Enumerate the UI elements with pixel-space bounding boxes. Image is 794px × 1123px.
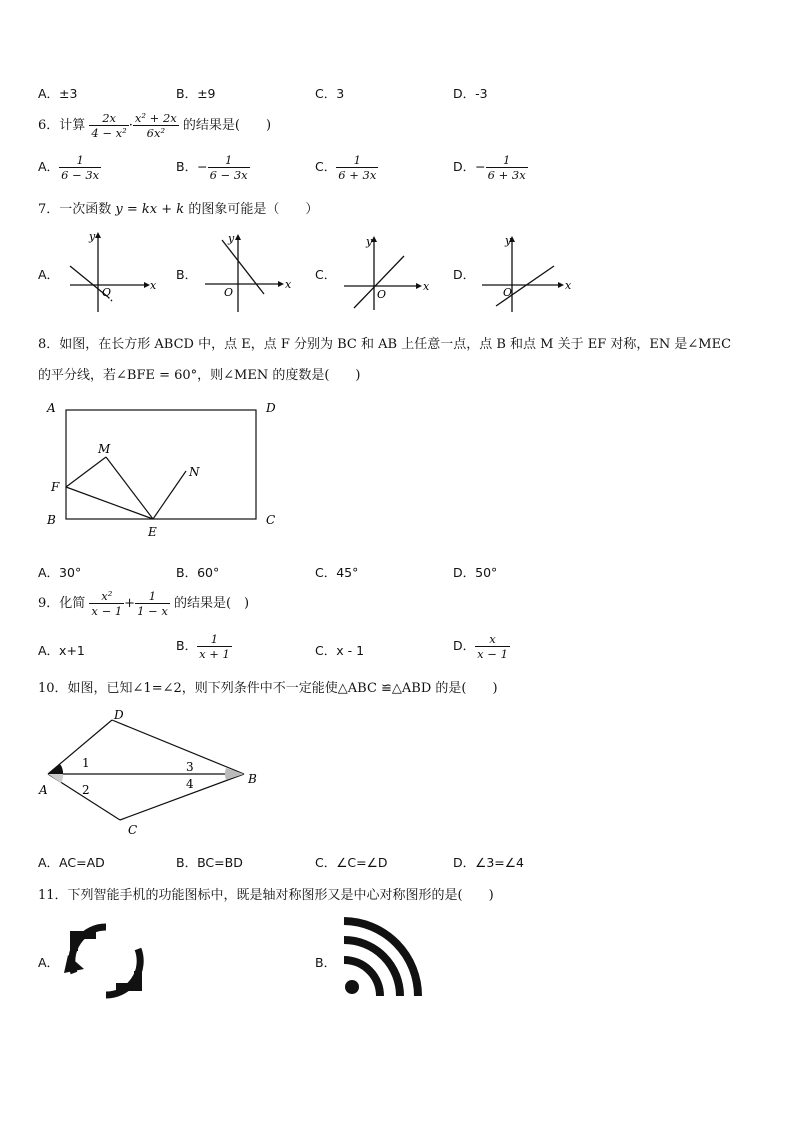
question-11: 11．下列智能手机的功能图标中，既是轴对称图形又是中心对称图形的是( ) (38, 888, 494, 903)
q7-option-c-label: C． (315, 267, 337, 282)
q7-option-a-label: A． (38, 267, 60, 282)
question-8-line-1: 8．如图，在长方形 ABCD 中，点 E，点 F 分别为 BC 和 AB 上任意一点，点 B 和点 M 关于 EF 对称，EN 是∠MEC (38, 337, 732, 352)
q9-option-c: C．x - 1 (315, 643, 365, 658)
q10-option-c: C．∠C=∠D (315, 855, 388, 870)
q10-angle-2: 2 (82, 783, 90, 797)
q8-label-d: D (266, 401, 276, 415)
q10-label-c: C (128, 823, 138, 837)
q9-fraction-2: $\frac{1}{1 - x}$ (137, 589, 168, 618)
q10-label-a: A (39, 783, 48, 797)
q7-option-d-label: D． (453, 267, 476, 282)
question-9 (38, 589, 249, 618)
q10-angle-4: 4 (186, 777, 194, 791)
q10-angle-1: 1 (82, 756, 90, 770)
q7b-origin: O (224, 286, 234, 299)
q8-option-b: B．60° (176, 565, 220, 580)
q10-label-d: D (114, 708, 124, 722)
q7-stem-post: 的图象可能是（ ） (188, 202, 319, 217)
q5-option-b: B．±9 (176, 86, 216, 101)
q7-stem-pre: 7．一次函数 (38, 202, 112, 217)
q9-option-d: D． $\frac{x}{x - 1}$ (453, 632, 508, 661)
q7-graph-a (62, 228, 162, 318)
q7a-y-label: y (89, 230, 96, 243)
question-10: 10．如图，已知∠1=∠2，则下列条件中不一定能使△ABC ≌△ABD 的是( ) (38, 681, 498, 696)
q8-label-f: F (51, 480, 60, 494)
q10-option-d: D．∠3=∠4 (453, 855, 524, 870)
q8-label-e: E (148, 525, 157, 539)
q7-graph-c (340, 228, 440, 318)
q7-graph-d (478, 228, 578, 318)
q10-option-b: B．BC=BD (176, 855, 243, 870)
q5-option-c: C．3 (315, 86, 345, 101)
q9-option-b: B． $\frac{1}{x + 1}$ (176, 632, 230, 661)
q6-fraction-1: $\frac{2x}{\text{4 − x²}}$ (91, 111, 127, 140)
q5-option-a: A．±3 (38, 86, 78, 101)
q6-fraction-2: $\frac{\text{x² + 2x}}{\text{6x²}}$ (134, 111, 177, 140)
q7a-x-label: x (150, 279, 157, 292)
q7-option-b-label: B． (176, 267, 198, 282)
q7b-y-label: y (228, 232, 235, 245)
q7-formula: y = kx + k (115, 202, 185, 217)
q7d-x-label: x (565, 279, 572, 292)
q9-stem-pre: 9．化简 (38, 596, 86, 611)
q7d-origin: O (503, 286, 513, 299)
q8-label-a: A (47, 401, 56, 415)
q6-stem-pre: 6．计算 (38, 118, 86, 133)
wifi-signal-icon (340, 918, 424, 1000)
q9-plus: + (124, 596, 136, 611)
q7c-y-label: y (366, 235, 373, 248)
question-7 (38, 198, 318, 217)
q9-option-a: A．x+1 (38, 643, 85, 658)
q6-stem-post: 的结果是( ) (182, 118, 272, 133)
q8-label-c: C (266, 513, 276, 527)
q9-fraction-1: $\frac{\text{x²}}{x - 1}$ (91, 589, 123, 618)
q7d-y-label: y (505, 234, 512, 247)
q6-dot: · (128, 118, 133, 133)
q7-graph-b (200, 228, 300, 318)
q5-option-d: D．-3 (453, 86, 488, 101)
q10-triangle-figure (36, 708, 276, 843)
q8-option-d: D．50° (453, 565, 498, 580)
q8-label-m: M (98, 442, 111, 456)
q6-option-d: D．− $\frac{1}{6 + 3x}$ (453, 153, 526, 182)
q7b-x-label: x (285, 278, 292, 291)
q6-option-a: A． $\frac{1}{6 - 3x}$ (38, 153, 100, 182)
q10-option-a: A．AC=AD (38, 855, 105, 870)
q7a-origin: O (102, 286, 112, 299)
q10-angle-3: 3 (186, 760, 194, 774)
q8-label-b: B (47, 513, 56, 527)
q6-option-b: B．− $\frac{1}{6 - 3x}$ (176, 153, 248, 182)
q8-option-a: A．30° (38, 565, 82, 580)
question-6 (38, 111, 271, 140)
q7c-x-label: x (423, 280, 430, 293)
q11-option-a-label: A． (38, 955, 60, 970)
q8-option-c: C．45° (315, 565, 359, 580)
refresh-icon (64, 921, 148, 1001)
q10-label-b: B (248, 772, 257, 786)
question-8-line-2: 的平分线，若∠BFE = 60°，则∠MEN 的度数是( ) (38, 368, 361, 383)
q9-stem-post: 的结果是( ) (173, 596, 250, 611)
q8-label-n: N (189, 465, 200, 479)
q11-option-b-label: B． (315, 955, 337, 970)
q6-option-c: C． $\frac{1}{6 + 3x}$ (315, 153, 377, 182)
q7c-origin: O (377, 288, 387, 301)
q8-rectangle-figure (40, 396, 290, 546)
